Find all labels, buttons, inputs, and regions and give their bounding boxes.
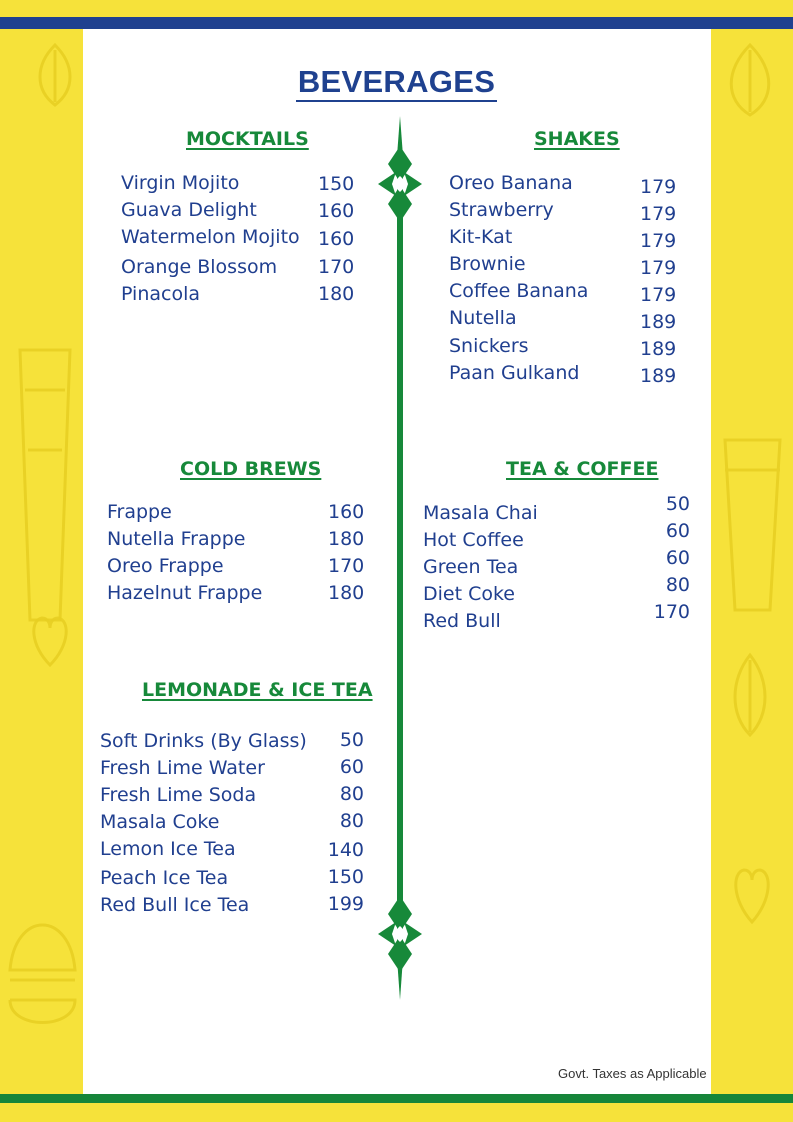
menu-item-price: 180	[318, 283, 355, 305]
menu-item-name: Peach Ice Tea	[100, 867, 229, 889]
menu-item-name: Brownie	[449, 253, 526, 275]
menu-item-name: Hazelnut Frappe	[107, 582, 263, 604]
menu-item-name: Red Bull	[423, 610, 501, 632]
menu-item-name: Paan Gulkand	[449, 362, 580, 384]
menu-item-price: 179	[640, 257, 677, 279]
menu-item-price: 80	[339, 810, 364, 832]
menu-item-price: 170	[318, 256, 355, 278]
menu-item-price: 50	[339, 729, 364, 751]
menu-item-price: 140	[327, 839, 364, 861]
menu-item-name: Lemon Ice Tea	[100, 838, 236, 860]
section-title-lemonade-ice-tea: LEMONADE & ICE TEA	[142, 679, 373, 701]
menu-item-name: Soft Drinks (By Glass)	[100, 730, 307, 752]
menu-item-price: 189	[640, 365, 677, 387]
menu-item-name: Virgin Mojito	[121, 172, 240, 194]
heart-doodle-icon	[730, 860, 775, 930]
menu-item-price: 60	[665, 547, 690, 569]
menu-item-price: 179	[640, 284, 677, 306]
menu-item-price: 180	[328, 528, 365, 550]
menu-item-name: Oreo Frappe	[107, 555, 224, 577]
menu-item-name: Nutella	[449, 307, 517, 329]
menu-item-price: 80	[339, 783, 364, 805]
menu-item-name: Watermelon Mojito	[121, 226, 300, 248]
menu-item-price: 189	[640, 311, 677, 333]
menu-item-name: Orange Blossom	[121, 256, 278, 278]
menu-item-price: 50	[665, 493, 690, 515]
menu-item-price: 150	[318, 173, 355, 195]
section-title-cold-brews: COLD BREWS	[180, 458, 322, 480]
menu-item-name: Green Tea	[423, 556, 519, 578]
menu-item-price: 179	[640, 176, 677, 198]
menu-item-price: 60	[339, 756, 364, 778]
menu-item-price: 170	[328, 555, 365, 577]
page-title	[0, 64, 793, 100]
menu-item-name: Pinacola	[121, 283, 200, 305]
menu-item-name: Guava Delight	[121, 199, 257, 221]
ornamental-divider	[370, 116, 430, 1000]
menu-item-price: 80	[665, 574, 690, 596]
menu-item-name: Hot Coffee	[423, 529, 524, 551]
menu-item-name: Red Bull Ice Tea	[100, 894, 250, 916]
menu-item-price: 179	[640, 230, 677, 252]
section-title-mocktails: MOCKTAILS	[186, 128, 309, 150]
menu-item-price: 170	[653, 601, 690, 623]
page-title-text: BEVERAGES	[296, 64, 497, 102]
menu-item-name: Nutella Frappe	[107, 528, 246, 550]
menu-item-price: 160	[318, 228, 355, 250]
menu-item-price: 199	[327, 893, 364, 915]
section-title-shakes: SHAKES	[534, 128, 620, 150]
menu-item-name: Oreo Banana	[449, 172, 573, 194]
menu-item-name: Snickers	[449, 335, 529, 357]
menu-item-name: Fresh Lime Soda	[100, 784, 257, 806]
menu-item-name: Masala Coke	[100, 811, 220, 833]
menu-item-price: 160	[318, 200, 355, 222]
menu-item-name: Masala Chai	[423, 502, 538, 524]
top-border-bar	[0, 17, 793, 29]
menu-item-name: Strawberry	[449, 199, 554, 221]
section-title-tea-coffee: TEA & COFFEE	[506, 458, 659, 480]
leaf-doodle-icon	[725, 650, 775, 740]
menu-item-price: 180	[328, 582, 365, 604]
menu-item-price: 189	[640, 338, 677, 360]
footer-tax-note: Govt. Taxes as Applicable	[558, 1066, 707, 1081]
menu-item-name: Coffee Banana	[449, 280, 589, 302]
menu-item-price: 60	[665, 520, 690, 542]
menu-item-name: Kit-Kat	[449, 226, 513, 248]
menu-item-price: 150	[327, 866, 364, 888]
menu-item-name: Frappe	[107, 501, 172, 523]
glass-doodle-icon	[715, 420, 790, 620]
menu-item-name: Diet Coke	[423, 583, 515, 605]
heart-doodle-icon	[30, 610, 70, 670]
menu-item-price: 179	[640, 203, 677, 225]
menu-item-name: Fresh Lime Water	[100, 757, 265, 779]
burger-doodle-icon	[5, 850, 80, 1080]
menu-item-price: 160	[328, 501, 365, 523]
bottom-border-bar	[0, 1094, 793, 1103]
cup-doodle-icon	[10, 330, 80, 630]
